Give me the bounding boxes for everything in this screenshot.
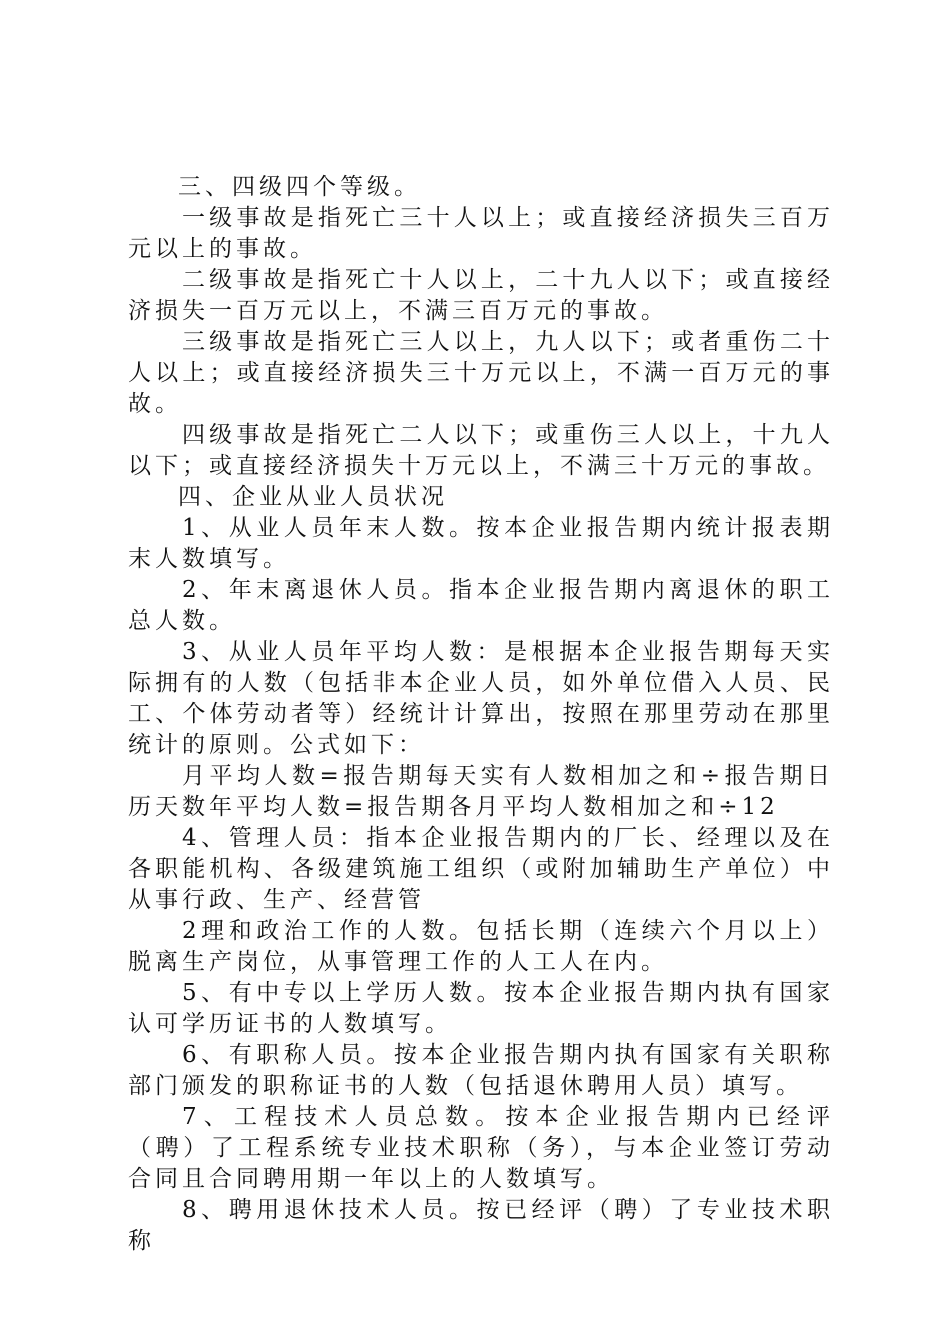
paragraph-grade-one: 一级事故是指死亡三十人以上；或直接经济损失三百万元以上的事故。 [128,205,834,262]
paragraph-item-7: 7、工程技术人员总数。按本企业报告期内已经评（聘）了工程系统专业技术职称（务），与本企业签订劳动合同且合同聘用期一年以上的人数填写。 [128,1104,834,1192]
section-heading-employees: 四、企业从业人员状况 [178,484,448,510]
paragraph-item-8: 8、聘用退休技术人员。按已经评（聘）了专业技术职称 [128,1197,834,1254]
paragraph-grade-four: 四级事故是指死亡二人以下；或重伤三人以上，十九人以下；或直接经济损失十万元以上，不满三十万元的事故。 [128,422,834,479]
paragraph-item-6: 6、有职称人员。按本企业报告期内执有国家有关职称部门颁发的职称证书的人数（包括退休聘用人员）填写。 [128,1042,834,1099]
paragraph-item-4: 4、管理人员：指本企业报告期内的厂长、经理以及在各职能机构、各级建筑施工组织（或附加辅助生产单位）中从事行政、生产、经营管 [128,825,834,913]
paragraph-grade-two: 二级事故是指死亡十人以上，二十九人以下；或直接经济损失一百万元以上，不满三百万元的事故。 [128,267,834,324]
paragraph-item-4-continued: 2理和政治工作的人数。包括长期（连续六个月以上）脱离生产岗位，从事管理工作的人工人在内。 [128,918,834,975]
paragraph-formula: 月平均人数=报告期每天实有人数相加之和÷报告期日历天数年平均人数=报告期各月平均人数相加之和÷12 [128,763,834,820]
paragraph-grade-intro: 三、四级四个等级。 [178,174,421,200]
paragraph-item-2: 2、年末离退休人员。指本企业报告期内离退休的职工总人数。 [128,577,834,634]
paragraph-item-5: 5、有中专以上学历人数。按本企业报告期内执有国家认可学历证书的人数填写。 [128,980,834,1037]
paragraph-item-1: 1、从业人员年末人数。按本企业报告期内统计报表期末人数填写。 [128,515,834,572]
document-page [128,172,834,1257]
paragraph-item-3: 3、从业人员年平均人数：是根据本企业报告期每天实际拥有的人数（包括非本企业人员，如外单位借入人员、民工、个体劳动者等）经统计计算出，按照在那里劳动在那里统计的原则。公式如下： [128,639,834,758]
paragraph-grade-three: 三级事故是指死亡三人以上，九人以下；或者重伤二十人以上；或直接经济损失三十万元以上，不满一百万元的事故。 [128,329,834,417]
